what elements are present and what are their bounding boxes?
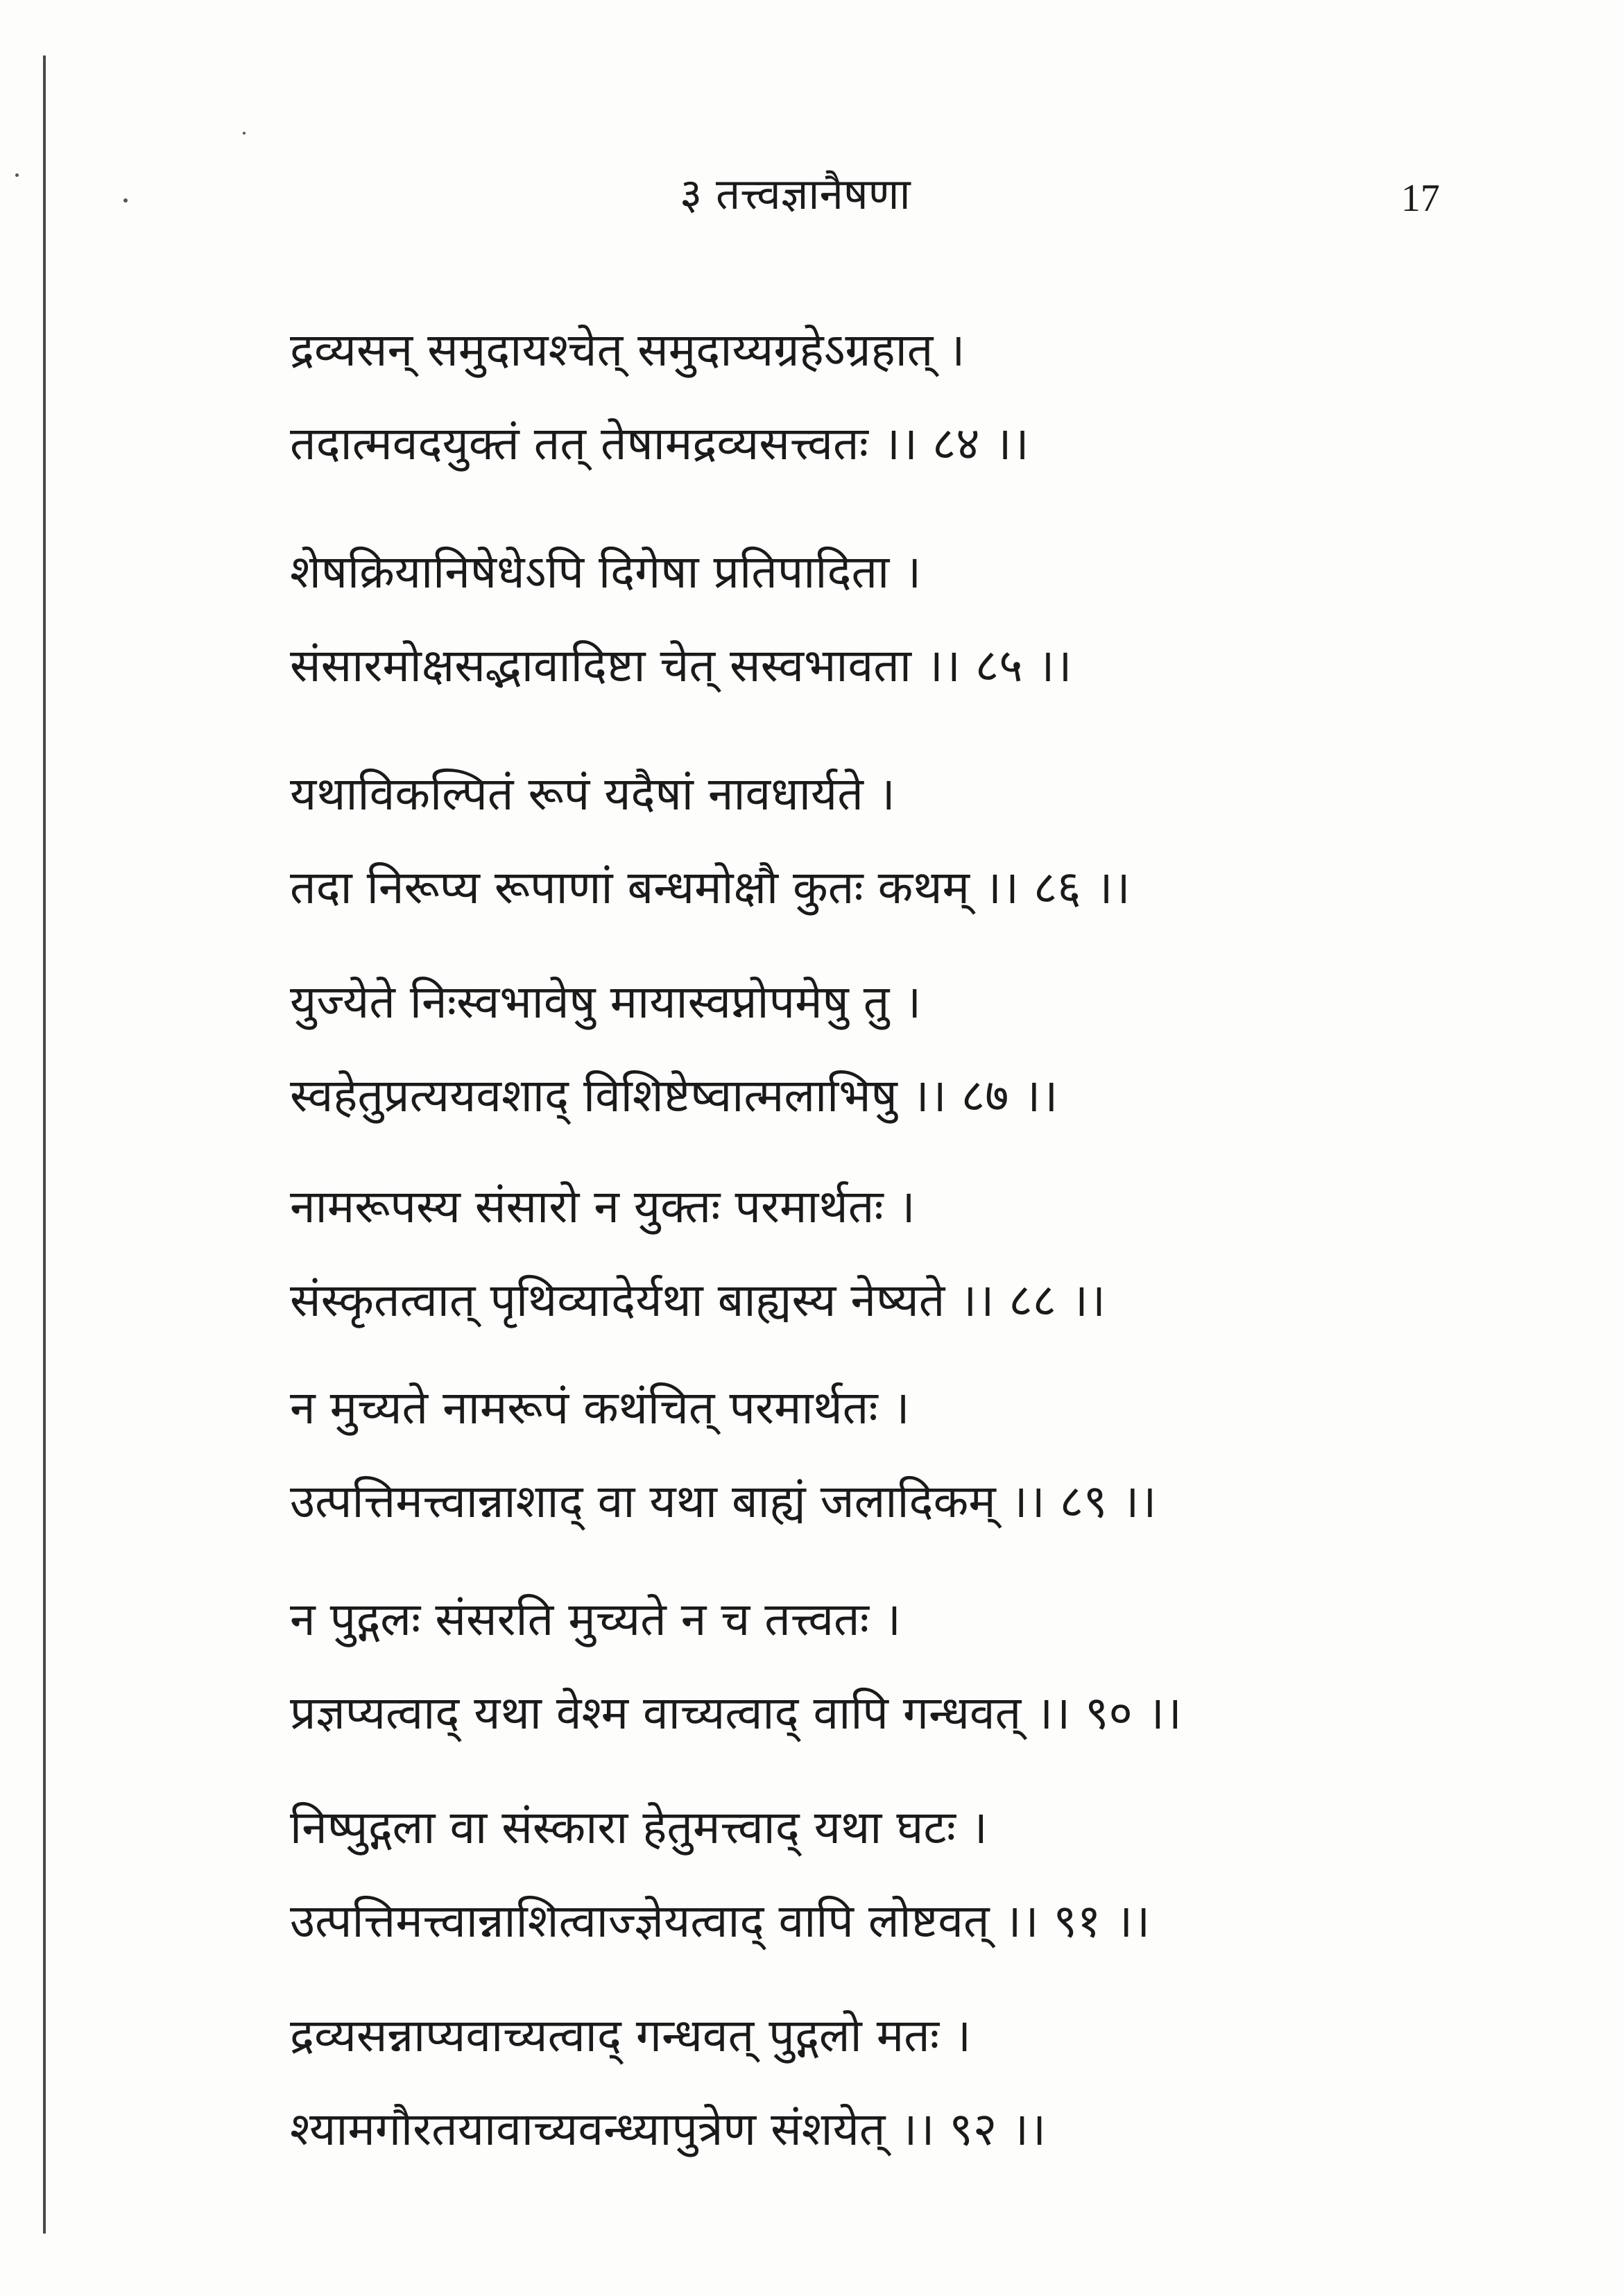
verse-line: उत्पत्तिमत्त्वान्नाशित्वाज्ज्ञेयत्वाद् वापि लोष्टवत् ।। ९१ ।।	[290, 1894, 1151, 1948]
scan-speck	[243, 132, 246, 135]
verse-line: उत्पत्तिमत्त्वान्नाशाद् वा यथा बाह्यं जलादिकम् ।। ८९ ।।	[290, 1475, 1157, 1528]
verse-line: न मुच्यते नामरूपं कथंचित् परमार्थतः ।	[290, 1381, 910, 1434]
verse-line: नामरूपस्य संसारो न युक्तः परमार्थतः ।	[290, 1180, 916, 1233]
verse-line: यथाविकल्पितं रूपं यदैषां नावधार्यते ।	[290, 767, 895, 821]
verse-line: युज्येते निःस्वभावेषु मायास्वप्नोपमेषु तु ।	[290, 975, 922, 1029]
page-binding-edge	[43, 55, 46, 2234]
verse-91	[290, 1797, 1400, 1977]
verse-85	[290, 541, 1400, 721]
verse-88	[290, 1176, 1400, 1356]
running-title: ३ तत्त्वज्ञानैषणा	[680, 169, 911, 219]
verse-90	[290, 1588, 1400, 1769]
verse-line: प्रज्ञप्यत्वाद् यथा वेश्म वाच्यत्वाद् वापि गन्धवत् ।। ९० ।।	[290, 1686, 1182, 1740]
page-number: 17	[1401, 177, 1440, 220]
verse-line: स्वहेतुप्रत्ययवशाद् विशिष्टेष्वात्मलाभिषु ।। ८७ ।।	[290, 1069, 1058, 1122]
verse-line: शेषक्रियानिषेधेऽपि दिगेषा प्रतिपादिता ।	[290, 545, 922, 599]
page-header	[0, 166, 1623, 229]
verse-line: तदात्मवदयुक्तं तत् तेषामद्रव्यसत्त्वतः ।। ८४ ।।	[290, 417, 1029, 470]
verse-line: न पुद्गलः संसरति मुच्यते न च तत्त्वतः ।	[290, 1593, 901, 1646]
verse-line: द्रव्यसन् समुदायश्चेत् समुदाय्यग्रहेऽग्रहात् ।	[290, 323, 965, 377]
verse-line: द्रव्यसन्नाप्यवाच्यत्वाद् गन्धवत् पुद्गलो मतः ।	[290, 2009, 972, 2062]
verse-89	[290, 1377, 1400, 1557]
verse-line: तदा निरूप्य रूपाणां बन्धमोक्षौ कुतः कथम् ।। ८६ ।।	[290, 861, 1131, 914]
verse-92	[290, 2005, 1400, 2185]
verse-86	[290, 763, 1400, 943]
verse-line: संसारमोक्षसद्भावादिष्टा चेत् सस्वभावता ।। ८५ ।।	[290, 639, 1072, 692]
verse-line: संस्कृतत्वात् पृथिव्यादेर्यथा बाह्यस्य नेष्यते ।। ८८ ।।	[290, 1274, 1106, 1327]
verse-line: निष्पुद्गला वा संस्कारा हेतुमत्त्वाद् यथा घटः ।	[290, 1801, 988, 1854]
verse-87	[290, 971, 1400, 1151]
verse-84	[290, 319, 1400, 499]
verse-line: श्यामगौरतयावाच्यवन्ध्यापुत्रेण संशयेत् ।। ९२ ।।	[290, 2102, 1047, 2156]
